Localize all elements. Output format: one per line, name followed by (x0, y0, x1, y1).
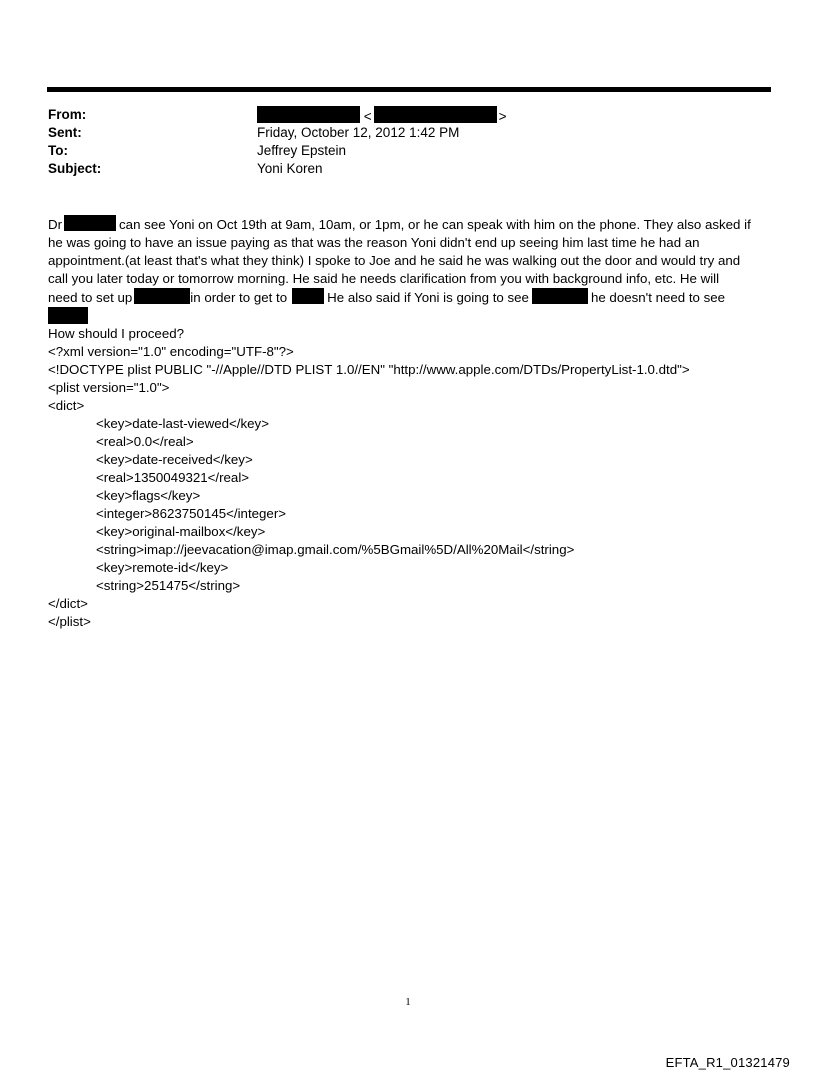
from-label: From: (48, 107, 87, 122)
plist-line: <string>imap://jeevacation@imap.gmail.com/%5BGmail%5D/All%20Mail</string> (96, 542, 575, 557)
redaction-box (257, 106, 360, 123)
plist-line: <real>1350049321</real> (96, 470, 250, 485)
redaction-box (374, 106, 497, 123)
body-line (48, 288, 770, 307)
body-text-segment: need to set up (48, 290, 133, 305)
plist-block (48, 343, 770, 631)
plist-line: <integer>8623750145</integer> (96, 506, 287, 521)
plist-line: <key>remote-id</key> (96, 560, 229, 575)
body-text-segment: he doesn't need to see (590, 290, 726, 305)
redaction-box (532, 288, 588, 304)
from-open-bracket: < (363, 109, 372, 124)
plist-line: <plist version="1.0"> (48, 380, 170, 395)
body-text-segment: Dr (48, 217, 63, 232)
redaction-box (134, 288, 190, 304)
body-line (48, 307, 770, 325)
body-line: he was going to have an issue paying as that was the reason Yoni didn't end up seeing him last time he had an (48, 235, 700, 250)
subject-value: Yoni Koren (257, 161, 323, 176)
body-line (48, 215, 770, 234)
body-text-segment: can see Yoni on Oct 19th at 9am, 10am, or 1pm, or he can speak with him on the phone. They also asked if (119, 217, 751, 232)
plist-line: </dict> (48, 596, 88, 611)
plist-line: <string>251475</string> (96, 578, 241, 593)
body-line: call you later today or tomorrow morning. He said he needs clarification from you with background info, etc. He will (48, 271, 720, 286)
to-label: To: (48, 143, 68, 158)
redaction-box (48, 307, 88, 324)
from-value (257, 106, 507, 126)
email-body (48, 215, 770, 631)
body-text-segment: He also said if Yoni is going to see (327, 290, 529, 305)
sent-value: Friday, October 12, 2012 1:42 PM (257, 125, 460, 140)
body-line: appointment.(at least that's what they think) I spoke to Joe and he said he was walking out the door and would try and (48, 253, 741, 268)
header-divider (47, 87, 771, 92)
plist-line: <?xml version="1.0" encoding="UTF-8"?> (48, 344, 294, 359)
plist-line: </plist> (48, 614, 91, 629)
plist-line: <dict> (48, 398, 85, 413)
plist-line: <key>flags</key> (96, 488, 201, 503)
document-id: EFTA_R1_01321479 (665, 1055, 790, 1070)
question-line: How should I proceed? (48, 326, 185, 341)
body-text-segment: in order to get to (190, 290, 288, 305)
subject-label: Subject: (48, 161, 102, 176)
plist-line: <real>0.0</real> (96, 434, 194, 449)
plist-line: <!DOCTYPE plist PUBLIC "-//Apple//DTD PLIST 1.0//EN" "http://www.apple.com/DTDs/PropertyList-1.0.dtd"> (48, 362, 690, 377)
plist-line: <key>date-received</key> (96, 452, 253, 467)
plist-line: <key>original-mailbox</key> (96, 524, 266, 539)
page-number: 1 (405, 996, 411, 1008)
sent-label: Sent: (48, 125, 82, 140)
from-close-bracket: > (498, 109, 507, 124)
plist-line: <key>date-last-viewed</key> (96, 416, 269, 431)
redaction-box (64, 215, 116, 231)
redaction-box (292, 288, 324, 304)
to-value: Jeffrey Epstein (257, 143, 347, 158)
